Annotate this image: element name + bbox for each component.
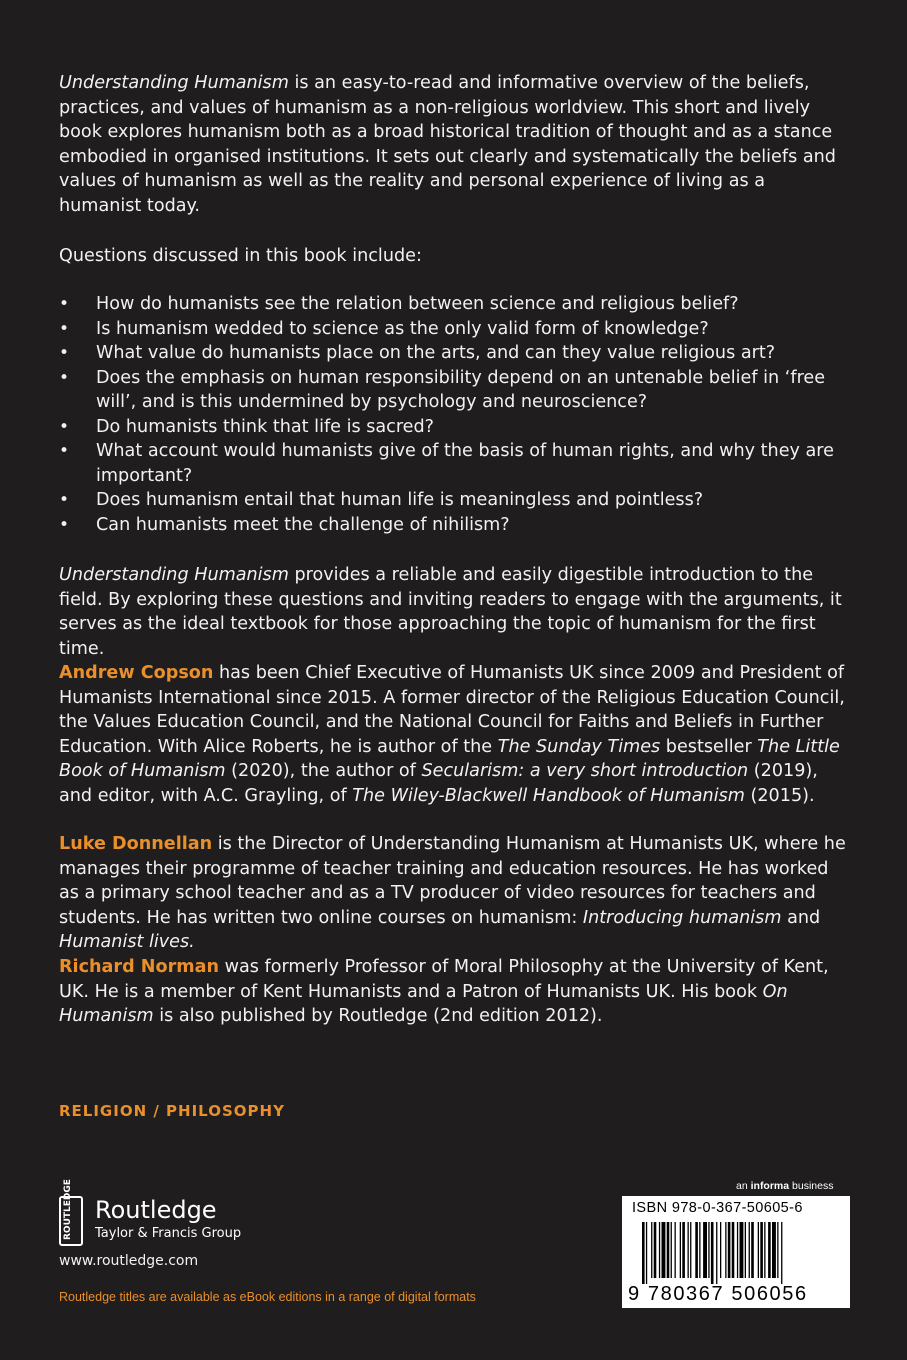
bio-italic: Secularism: a very short introduction	[421, 761, 749, 781]
mark-text: ROUTLEDGE	[63, 1179, 73, 1240]
bio-text: (2019), and editor, with A.C. Grayling, of	[59, 761, 818, 806]
barcode-bar	[688, 1222, 689, 1278]
bio-text: (2020), the author of	[225, 761, 422, 781]
barcode-bar	[654, 1222, 657, 1278]
bio-italic: The Sunday Times	[497, 736, 661, 757]
list-item	[59, 513, 859, 538]
barcode-bar	[667, 1222, 670, 1278]
barcode-bar	[671, 1222, 672, 1278]
barcode-bar	[720, 1222, 721, 1278]
informa-prefix: an	[736, 1180, 751, 1192]
barcode-bar	[740, 1222, 744, 1278]
subject-category: RELIGION / PHILOSOPHY	[59, 1102, 285, 1120]
publisher-url[interactable]: www.routledge.com	[59, 1253, 199, 1269]
bio-italic: Humanist lives.	[59, 932, 195, 952]
isbn-barcode	[622, 1196, 850, 1308]
barcode-bar	[695, 1222, 698, 1278]
question-text: How do humanists see the relation between science and religious belief?	[96, 294, 739, 314]
barcode-bar	[699, 1222, 700, 1278]
summary-title: Understanding Humanism	[59, 565, 289, 585]
bio-text: is also published by Routledge (2nd edition 2012).	[153, 1006, 603, 1026]
barcode-bar	[760, 1222, 763, 1278]
intro-text: is an easy-to-read and informative overview of the beliefs, practices, and values of humanism as a non-religious worldview. This short and lively book explores humanism both as a broad historical tradition of thought and as a stance embodied in organised institutions. It sets out clearly and systematically the beliefs and values of humanism as well as the reality and personal experience of living as a humanist today.	[59, 73, 836, 216]
publisher-logo	[59, 1179, 242, 1246]
bullet-icon: •	[59, 343, 70, 363]
barcode-bar	[716, 1222, 717, 1284]
routledge-mark-icon	[59, 1179, 83, 1246]
barcode-digits: 9 780367 506056	[628, 1283, 808, 1305]
barcode-bar	[732, 1222, 735, 1278]
list-item	[59, 341, 859, 366]
barcode-bar	[646, 1222, 647, 1284]
barcode-bar	[758, 1222, 759, 1278]
question-text: Do humanists think that life is sacred?	[96, 416, 435, 437]
list-item	[59, 292, 859, 317]
bullet-icon: •	[59, 318, 70, 339]
barcode-bar	[764, 1222, 765, 1278]
barcode-bar	[711, 1222, 714, 1284]
barcode-bar	[682, 1222, 685, 1278]
barcode-bar	[662, 1222, 666, 1278]
question-text: Does humanism entail that human life is meaningless and pointless?	[96, 490, 704, 510]
bio-text: bestseller	[660, 736, 758, 757]
bullet-icon: •	[59, 416, 70, 437]
bio-text: (2015).	[744, 785, 815, 806]
question-text: Does the emphasis on human responsibility depend on an untenable belief in ‘free will’, and is this undermined by psychology and neuroscience?	[96, 367, 826, 412]
informa-brand: informa	[750, 1180, 790, 1192]
bio-italic: The Little Book of Humanism	[59, 736, 840, 781]
author-bio-norman	[59, 955, 849, 1029]
barcode-bar	[737, 1222, 738, 1278]
barcode-bar	[745, 1222, 746, 1278]
barcode-bar	[651, 1222, 652, 1278]
list-item	[59, 488, 859, 513]
publisher-name: Routledge	[95, 1196, 217, 1224]
list-item	[59, 439, 859, 488]
author-name: Luke Donnellan	[59, 834, 213, 854]
barcode-bar	[751, 1222, 754, 1278]
barcode-bar	[777, 1222, 778, 1278]
barcode-bar	[781, 1222, 782, 1284]
author-bio-copson	[59, 661, 849, 808]
questions-heading: Questions discussed in this book include:	[59, 246, 422, 266]
intro-paragraph	[59, 71, 849, 218]
barcode-bar	[642, 1222, 645, 1284]
list-item	[59, 366, 859, 415]
summary-paragraph	[59, 563, 849, 661]
informa-suffix: business	[789, 1180, 834, 1192]
barcode-bar	[708, 1222, 709, 1278]
question-text: What value do humanists place on the arts, and can they value religious art?	[96, 343, 776, 363]
bullet-icon: •	[59, 490, 70, 510]
author-name: Andrew Copson	[59, 663, 214, 683]
barcode-bar	[690, 1222, 691, 1278]
author-name: Richard Norman	[59, 957, 220, 977]
question-text: Is humanism wedded to science as the only valid form of knowledge?	[96, 318, 709, 339]
bullet-icon: •	[59, 367, 70, 388]
bio-italic: The Wiley-Blackwell Handbook of Humanism	[352, 785, 745, 806]
barcode-bar	[772, 1222, 776, 1278]
question-text: What account would humanists give of the basis of human rights, and why they are important?	[96, 441, 834, 486]
bio-italic: Introducing humanism	[582, 907, 782, 928]
bullet-icon: •	[59, 441, 70, 461]
bullet-icon: •	[59, 294, 70, 314]
barcode-bar	[768, 1222, 771, 1278]
question-list	[59, 292, 859, 537]
summary-text: provides a reliable and easily digestible introduction to the field. By exploring these questions and inviting readers to engage with the arguments, it serves as the ideal textbook for those approaching the topic of humanism for the first time.	[59, 565, 842, 659]
barcode-bar	[725, 1222, 726, 1278]
barcode-icon	[626, 1222, 846, 1284]
bio-text: is the Director of Understanding Humanism at Humanists UK, where he manages their programme of teacher training and education resources. He has worked as a primary school teacher and as a TV producer of video resources for teachers and students. He has written two online courses on humanism:	[59, 834, 846, 928]
barcode-bar	[703, 1222, 707, 1278]
isbn-label: ISBN 978-0-367-50605-6	[632, 1200, 803, 1216]
author-bio-donnellan	[59, 832, 849, 955]
list-item	[59, 415, 859, 440]
barcode-bar	[675, 1222, 676, 1278]
barcode-bar	[728, 1222, 731, 1278]
bio-text: and	[781, 907, 821, 928]
bio-italic: On Humanism	[59, 981, 788, 1026]
ebook-note: Routledge titles are available as eBook editions in a range of digital formats	[59, 1290, 476, 1304]
informa-label	[736, 1180, 833, 1192]
intro-title: Understanding Humanism	[59, 73, 289, 93]
publisher-group: Taylor & Francis Group	[95, 1226, 242, 1241]
bio-text: has been Chief Executive of Humanists UK since 2009 and President of Humanists International since 2015. A former director of the Religious Education Council, the Values Education Council, and the National Council for Faiths and Beliefs in Further Education. With Alice Roberts, he is author of the	[59, 663, 845, 757]
bio-text: was formerly Professor of Moral Philosophy at the University of Kent, UK. He is a member of Kent Humanists and a Patron of Humanists UK. His book	[59, 957, 829, 1002]
list-item	[59, 317, 859, 342]
question-text: Can humanists meet the challenge of nihilism?	[96, 514, 510, 535]
barcode-bar	[680, 1222, 681, 1278]
barcode-bar	[749, 1222, 750, 1278]
bullet-icon: •	[59, 514, 70, 535]
barcode-bar	[659, 1222, 660, 1278]
